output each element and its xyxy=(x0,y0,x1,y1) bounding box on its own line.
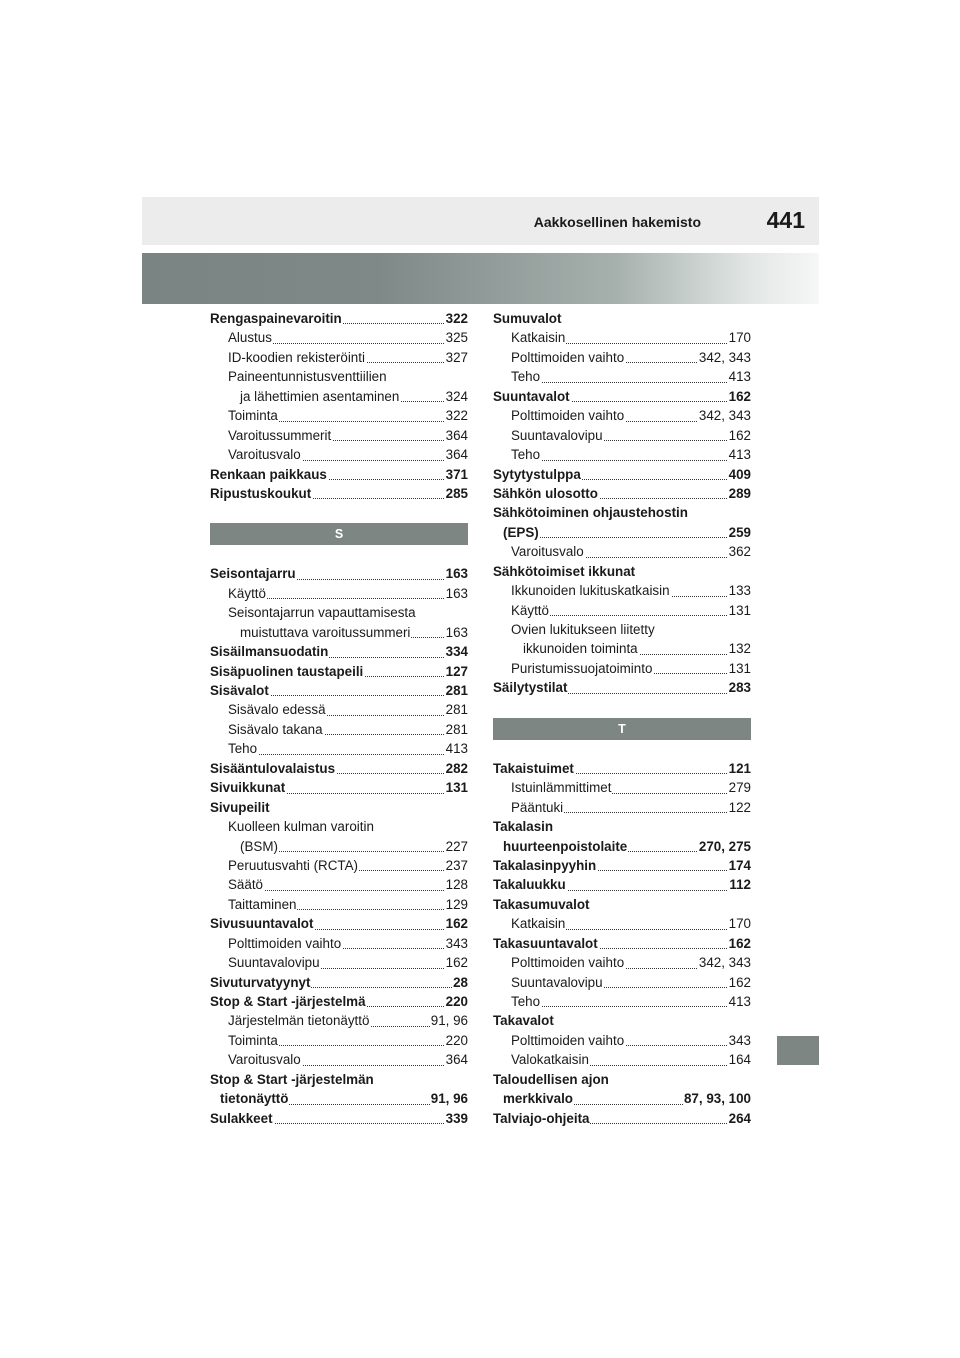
entry-text: Sähkön ulosotto xyxy=(493,485,598,501)
entry-page-ref: 162 xyxy=(445,916,468,932)
entry-text: Säilytystilat xyxy=(493,680,568,696)
index-entry xyxy=(493,837,751,856)
index-entry xyxy=(210,662,468,681)
entry-text: Kuolleen kulman varoitin xyxy=(228,819,374,835)
entry-text: Takalasinpyyhin xyxy=(493,857,597,873)
entry-page-ref: 325 xyxy=(445,330,468,346)
entry-page-ref: 371 xyxy=(445,466,468,482)
entry-page-ref: 121 xyxy=(728,760,751,776)
index-entry xyxy=(493,973,751,992)
entry-page-ref: 237 xyxy=(445,857,468,873)
index-entry xyxy=(493,348,751,367)
section-header-t: T xyxy=(493,718,751,740)
index-entry xyxy=(210,1109,468,1128)
entry-page-ref: 131 xyxy=(445,780,468,796)
entry-page-ref: 279 xyxy=(728,780,751,796)
index-entry xyxy=(493,406,751,425)
entry-page-ref: 339 xyxy=(445,1110,468,1126)
index-entry xyxy=(210,445,468,464)
entry-text: Sytytystulppa xyxy=(493,466,581,482)
entry-page-ref: 324 xyxy=(445,388,468,404)
entry-page-ref: 129 xyxy=(445,896,468,912)
entry-text: Rengaspainevaroitin xyxy=(210,311,342,326)
index-entry xyxy=(493,798,751,817)
entry-text: Katkaisin xyxy=(511,916,566,932)
index-entry xyxy=(493,309,751,328)
entry-text: Peruutusvahti (RCTA) xyxy=(228,857,358,873)
entry-text: Takaistuimet xyxy=(493,760,574,776)
index-entry xyxy=(210,953,468,972)
entry-text: Varoitusvalo xyxy=(511,544,584,560)
entry-text: Sisävalot xyxy=(210,683,269,698)
index-entry xyxy=(210,1050,468,1069)
entry-text: Suuntavalovipu xyxy=(511,974,603,990)
entry-text: ja lähettimien asentaminen xyxy=(240,388,400,404)
entry-page-ref: 342, 343 xyxy=(698,349,751,365)
entry-text: Polttimoiden vaihto xyxy=(228,935,342,951)
entry-text: Sivuturvatyynyt xyxy=(210,974,311,990)
index-entry xyxy=(210,367,468,386)
index-entry xyxy=(210,309,468,328)
index-entry xyxy=(210,739,468,758)
entry-page-ref: 131 xyxy=(728,660,751,676)
entry-text: Suuntavalovipu xyxy=(228,955,320,971)
index-entry xyxy=(493,678,751,697)
index-entry xyxy=(210,934,468,953)
entry-text: Polttimoiden vaihto xyxy=(511,349,625,365)
entry-page-ref: 170 xyxy=(728,916,751,932)
entry-page-ref: 281 xyxy=(445,721,468,737)
index-entry xyxy=(210,895,468,914)
index-entry xyxy=(493,620,751,639)
entry-page-ref: 164 xyxy=(728,1052,751,1068)
entry-page-ref: 163 xyxy=(445,624,468,640)
index-entry xyxy=(493,817,751,836)
entry-text: Toiminta xyxy=(228,1032,278,1048)
entry-text: Toiminta xyxy=(228,408,278,424)
entry-page-ref: 162 xyxy=(728,388,751,404)
entry-page-ref: 281 xyxy=(445,702,468,718)
entry-text: Takasuuntavalot xyxy=(493,935,598,951)
entry-text: Ikkunoiden lukituskatkaisin xyxy=(511,583,670,599)
index-entry xyxy=(210,992,468,1011)
entry-page-ref: 162 xyxy=(728,935,751,951)
entry-page-ref: 227 xyxy=(445,838,468,854)
index-entry xyxy=(493,1050,751,1069)
index-entry xyxy=(493,1109,751,1128)
index-entry xyxy=(210,328,468,347)
entry-page-ref: 91, 96 xyxy=(430,1013,468,1029)
entry-text: Suuntavalovipu xyxy=(511,427,603,443)
entry-text: Stop & Start -järjestelmän xyxy=(210,1071,374,1087)
index-entry xyxy=(493,895,751,914)
entry-text: Stop & Start -järjestelmä xyxy=(210,994,366,1009)
index-entry xyxy=(210,856,468,875)
index-entry xyxy=(210,465,468,484)
index-entry xyxy=(493,778,751,797)
index-entry xyxy=(210,623,468,642)
header-title: Aakkosellinen hakemisto xyxy=(533,214,701,230)
index-entry xyxy=(493,523,751,542)
index-entry xyxy=(493,445,751,464)
entry-text: (EPS) xyxy=(503,524,539,540)
index-entry xyxy=(210,798,468,817)
index-entry xyxy=(493,426,751,445)
entry-page-ref: 362 xyxy=(728,544,751,560)
entry-text: Säätö xyxy=(228,877,263,893)
entry-page-ref: 270, 275 xyxy=(698,838,751,854)
entry-page-ref: 133 xyxy=(728,583,751,599)
entry-text: Teho xyxy=(511,447,541,463)
entry-page-ref: 162 xyxy=(728,974,751,990)
entry-text: Käyttö xyxy=(511,602,549,618)
entry-text: Polttimoiden vaihto xyxy=(511,1032,625,1048)
entry-text: Sulakkeet xyxy=(210,1110,273,1126)
page-number: 441 xyxy=(766,207,805,233)
index-entry xyxy=(493,659,751,678)
entry-page-ref: 283 xyxy=(728,680,751,696)
entry-page-ref: 87, 93, 100 xyxy=(683,1091,751,1107)
entry-page-ref: 342, 343 xyxy=(698,408,751,424)
entry-text: huurteenpoistolaite xyxy=(503,838,628,854)
entry-page-ref: 364 xyxy=(445,1052,468,1068)
entry-text: Sisääntulovalaistus xyxy=(210,760,336,776)
entry-text: Takaluukku xyxy=(493,877,566,893)
index-entry xyxy=(493,581,751,600)
entry-page-ref: 413 xyxy=(445,741,468,757)
entry-page-ref: 220 xyxy=(445,994,468,1009)
entry-page-ref: 342, 343 xyxy=(698,955,751,971)
entry-page-ref: 162 xyxy=(445,955,468,971)
entry-page-ref: 91, 96 xyxy=(430,1091,468,1107)
index-entry xyxy=(210,720,468,739)
index-column-right xyxy=(493,309,751,1128)
index-entry xyxy=(210,642,468,661)
index-entry xyxy=(210,875,468,894)
entry-page-ref: 220 xyxy=(445,1032,468,1048)
entry-text: Puristumissuojatoiminto xyxy=(511,660,653,676)
section-header-s: S xyxy=(210,523,468,545)
index-entry xyxy=(493,387,751,406)
index-entry xyxy=(210,1070,468,1089)
index-entry xyxy=(493,503,751,522)
entry-text: Renkaan paikkaus xyxy=(210,466,327,482)
entry-text: Polttimoiden vaihto xyxy=(511,408,625,424)
index-entry xyxy=(493,484,751,503)
index-entry xyxy=(210,681,468,700)
index-entry xyxy=(493,1089,751,1108)
entry-text: muistuttava varoitussummeri xyxy=(240,624,411,640)
entry-text: Polttimoiden vaihto xyxy=(511,955,625,971)
entry-text: Seisontajarrun vapauttamisesta xyxy=(228,605,416,621)
index-entry xyxy=(210,584,468,603)
entry-page-ref: 128 xyxy=(445,877,468,893)
entry-text: ikkunoiden toiminta xyxy=(523,641,638,657)
entry-page-ref: 343 xyxy=(445,935,468,951)
index-entry xyxy=(210,1089,468,1108)
entry-text: Teho xyxy=(228,741,258,757)
entry-text: Sumuvalot xyxy=(493,311,562,326)
entry-text: Sähkötoimiset ikkunat xyxy=(493,563,636,579)
index-entry xyxy=(493,759,751,778)
entry-page-ref: 413 xyxy=(728,994,751,1009)
entry-text: tietonäyttö xyxy=(220,1091,289,1107)
entry-page-ref: 28 xyxy=(453,974,468,990)
entry-text: Istuinlämmittimet xyxy=(511,780,612,796)
entry-text: Sivuikkunat xyxy=(210,780,286,796)
index-entry xyxy=(210,603,468,622)
index-entry xyxy=(210,406,468,425)
index-entry xyxy=(210,837,468,856)
entry-text: Katkaisin xyxy=(511,330,566,346)
entry-text: Taittaminen xyxy=(228,896,297,912)
index-entry xyxy=(493,601,751,620)
index-entry xyxy=(210,564,468,583)
index-entry xyxy=(493,992,751,1011)
chapter-side-tab xyxy=(777,1036,819,1065)
entry-page-ref: 285 xyxy=(445,485,468,501)
entry-page-ref: 127 xyxy=(445,663,468,679)
index-entry xyxy=(493,953,751,972)
index-entry xyxy=(493,1070,751,1089)
entry-text: Varoitussummerit xyxy=(228,427,332,443)
index-entry xyxy=(210,387,468,406)
entry-page-ref: 163 xyxy=(445,585,468,601)
entry-page-ref: 281 xyxy=(445,683,468,698)
entry-page-ref: 413 xyxy=(728,447,751,463)
entry-text: Takasumuvalot xyxy=(493,896,590,912)
page-header xyxy=(142,197,819,245)
index-entry xyxy=(493,1031,751,1050)
entry-text: Ovien lukitukseen liitetty xyxy=(511,622,655,637)
entry-text: Talviajo-ohjeita xyxy=(493,1110,590,1126)
entry-text: Valokatkaisin xyxy=(511,1052,589,1068)
entry-text: Taloudellisen ajon xyxy=(493,1071,609,1087)
entry-text: Sivupeilit xyxy=(210,799,270,815)
entry-page-ref: 162 xyxy=(728,427,751,443)
index-entry xyxy=(210,700,468,719)
index-entry xyxy=(210,914,468,933)
index-entry xyxy=(210,348,468,367)
entry-page-ref: 132 xyxy=(728,641,751,657)
index-entry xyxy=(493,875,751,894)
entry-text: Pääntuki xyxy=(511,799,564,815)
index-entry xyxy=(493,914,751,933)
entry-page-ref: 163 xyxy=(445,566,468,582)
entry-page-ref: 413 xyxy=(728,369,751,385)
entry-page-ref: 174 xyxy=(728,857,751,873)
entry-page-ref: 170 xyxy=(728,330,751,346)
entry-text: Sisäpuolinen taustapeili xyxy=(210,663,364,679)
entry-page-ref: 259 xyxy=(728,524,751,540)
entry-text: Paineentunnistusventtiilien xyxy=(228,369,387,385)
entry-page-ref: 122 xyxy=(728,799,751,815)
entry-text: Suuntavalot xyxy=(493,388,570,404)
entry-text: Alustus xyxy=(228,330,272,346)
entry-text: Ripustuskoukut xyxy=(210,485,312,501)
index-entry xyxy=(210,759,468,778)
index-entry xyxy=(493,465,751,484)
entry-text: (BSM) xyxy=(240,838,278,854)
index-entry xyxy=(210,817,468,836)
entry-page-ref: 112 xyxy=(729,877,751,893)
entry-text: Sivusuuntavalot xyxy=(210,916,314,932)
index-entry xyxy=(493,639,751,658)
header-decoration-bar xyxy=(142,253,819,304)
entry-page-ref: 364 xyxy=(445,427,468,443)
index-entry xyxy=(210,973,468,992)
index-column-left xyxy=(210,309,468,1128)
index-entry xyxy=(493,328,751,347)
entry-page-ref: 322 xyxy=(445,408,468,424)
entry-text: ID-koodien rekisteröinti xyxy=(228,349,365,365)
entry-text: Varoitusvalo xyxy=(228,447,301,463)
entry-text: Teho xyxy=(511,994,541,1009)
entry-text: Seisontajarru xyxy=(210,566,296,582)
entry-text: Takalasin xyxy=(493,819,554,835)
index-entry xyxy=(493,1011,751,1030)
entry-page-ref: 364 xyxy=(445,447,468,463)
entry-text: Sähkötoiminen ohjaustehostin xyxy=(493,505,688,521)
entry-text: Takavalot xyxy=(493,1013,554,1029)
index-entry xyxy=(210,484,468,503)
entry-text: Teho xyxy=(511,369,541,385)
entry-text: Sisäilmansuodatin xyxy=(210,644,329,660)
index-entry xyxy=(493,856,751,875)
entry-page-ref: 289 xyxy=(728,485,751,501)
entry-page-ref: 131 xyxy=(728,602,751,618)
entry-text: Sisävalo takana xyxy=(228,721,323,737)
entry-page-ref: 282 xyxy=(445,760,468,776)
entry-text: merkkivalo xyxy=(503,1091,573,1107)
entry-page-ref: 327 xyxy=(445,349,468,365)
entry-text: Järjestelmän tietonäyttö xyxy=(228,1013,370,1029)
index-entry xyxy=(493,367,751,386)
index-entry xyxy=(493,934,751,953)
entry-text: Varoitusvalo xyxy=(228,1052,301,1068)
entry-text: Sisävalo edessä xyxy=(228,702,326,718)
entry-page-ref: 343 xyxy=(728,1032,751,1048)
index-entry xyxy=(210,778,468,797)
index-entry xyxy=(493,542,751,561)
entry-text: Käyttö xyxy=(228,585,266,601)
index-entry xyxy=(210,1031,468,1050)
index-entry xyxy=(493,562,751,581)
entry-page-ref: 334 xyxy=(445,644,468,660)
index-entry xyxy=(210,426,468,445)
entry-page-ref: 409 xyxy=(728,466,751,482)
entry-page-ref: 264 xyxy=(728,1110,751,1126)
entry-page-ref: 322 xyxy=(445,311,468,326)
index-entry xyxy=(210,1011,468,1030)
